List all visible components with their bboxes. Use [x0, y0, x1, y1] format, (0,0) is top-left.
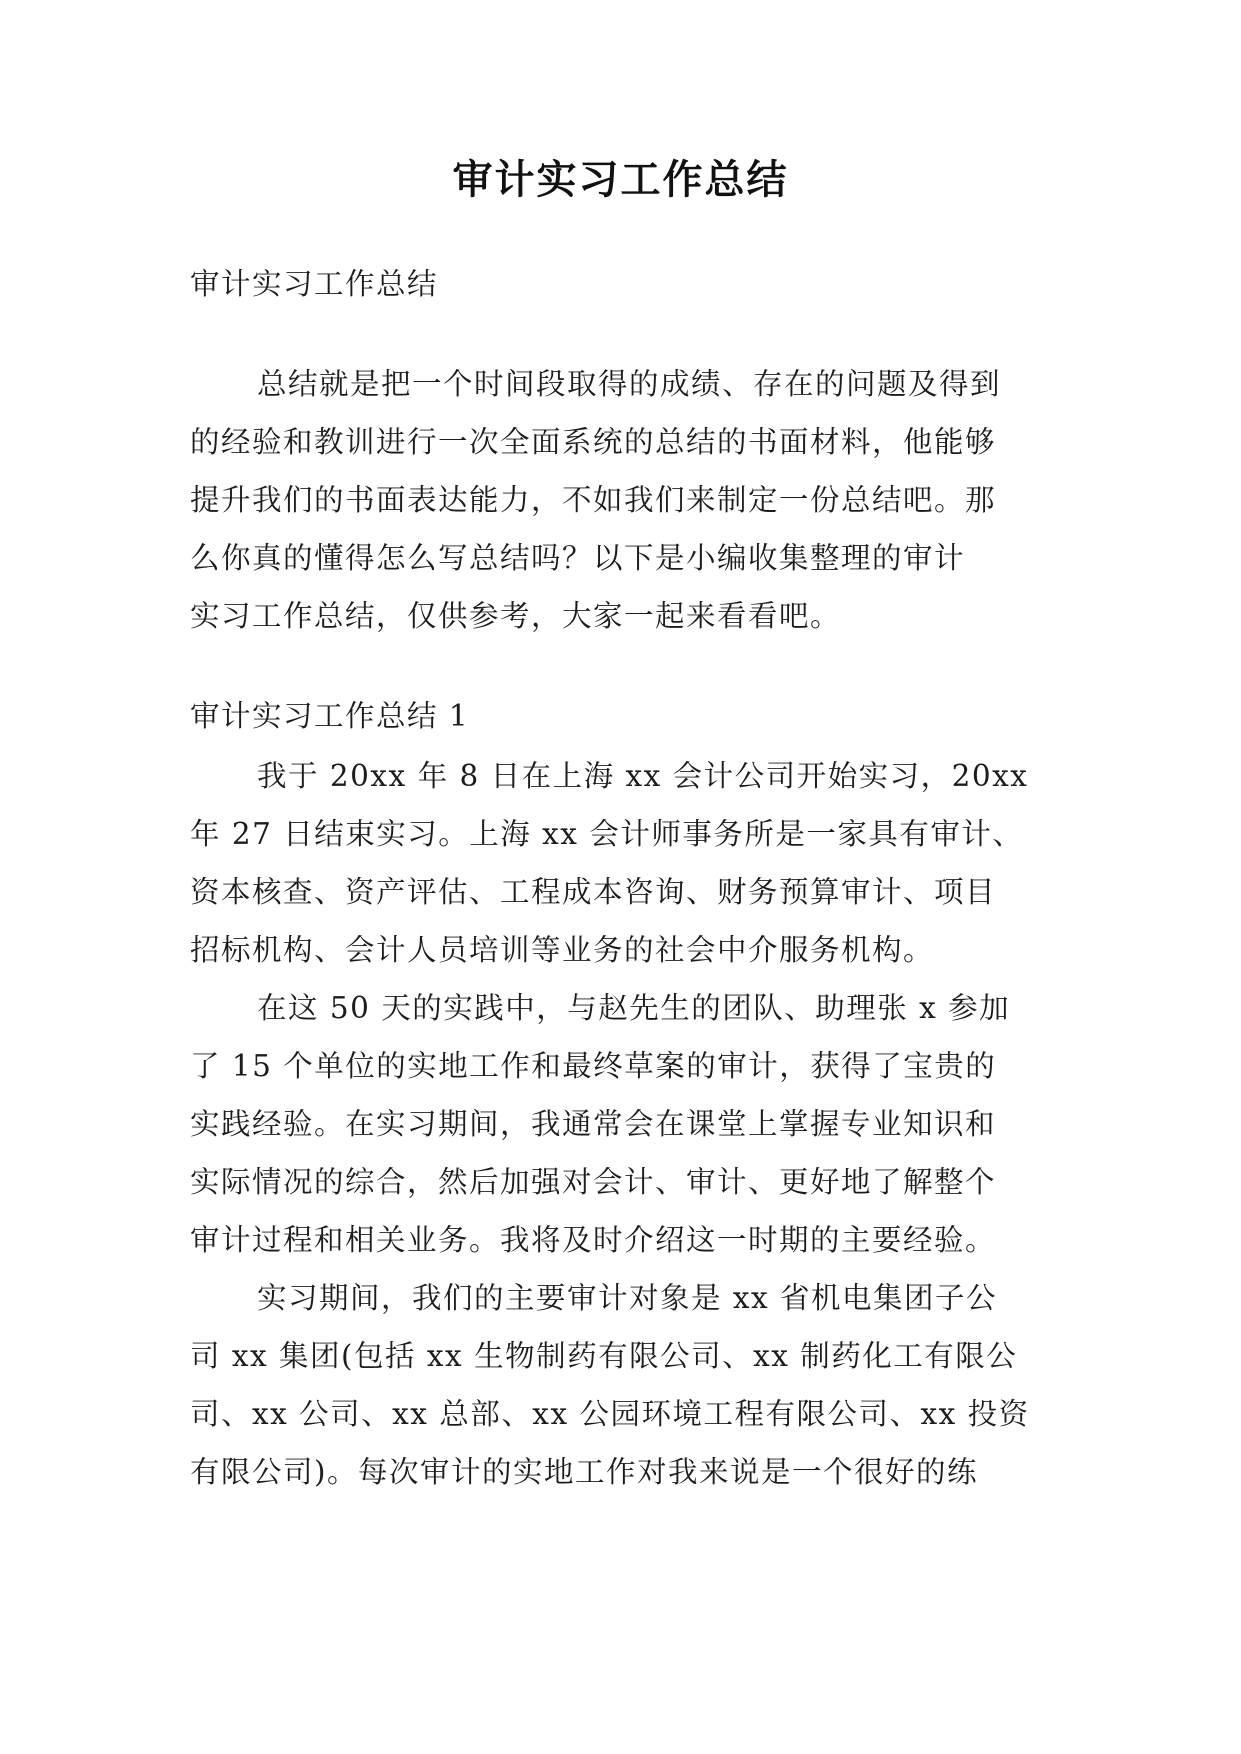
paragraph-line: 实践经验。在实习期间，我通常会在课堂上掌握专业知识和: [190, 1107, 997, 1141]
paragraph-line: 了 15 个单位的实地工作和最终草案的审计，获得了宝贵的: [190, 1049, 997, 1083]
paragraph-line: 招标机构、会计人员培训等业务的社会中介服务机构。: [190, 933, 935, 967]
intro-line: 实习工作总结，仅供参考，大家一起来看看吧。: [190, 599, 842, 633]
paragraph-line: 有限公司)。每次审计的实地工作对我来说是一个很好的练: [190, 1455, 979, 1489]
intro-line: 总结就是把一个时间段取得的成绩、存在的问题及得到: [257, 367, 1002, 401]
paragraph-line: 资本核查、资产评估、工程成本咨询、财务预算审计、项目: [190, 875, 997, 909]
paragraph-line: 司、xx 公司、xx 总部、xx 公园环境工程有限公司、xx 投资: [190, 1397, 1030, 1431]
intro-line: 么你真的懂得怎么写总结吗？以下是小编收集整理的审计: [190, 541, 966, 575]
document-title: 审计实习工作总结: [452, 156, 789, 203]
section-heading: 审计实习工作总结 1: [190, 699, 470, 733]
paragraph-line: 实习期间，我们的主要审计对象是 xx 省机电集团子公: [257, 1281, 998, 1315]
paragraph-line: 年 27 日结束实习。上海 xx 会计师事务所是一家具有审计、: [190, 817, 1024, 851]
paragraph-line: 我于 20xx 年 8 日在上海 xx 会计公司开始实习，20xx: [257, 759, 1029, 793]
paragraph-line: 审计过程和相关业务。我将及时介绍这一时期的主要经验。: [190, 1223, 997, 1257]
document-subtitle: 审计实习工作总结: [190, 267, 439, 301]
intro-line: 的经验和教训进行一次全面系统的总结的书面材料，他能够: [190, 425, 997, 459]
paragraph-line: 司 xx 集团(包括 xx 生物制药有限公司、xx 制药化工有限公: [190, 1339, 1018, 1373]
paragraph-line: 实际情况的综合，然后加强对会计、审计、更好地了解整个: [190, 1165, 997, 1199]
paragraph-line: 在这 50 天的实践中，与赵先生的团队、助理张 x 参加: [257, 991, 1011, 1025]
intro-line: 提升我们的书面表达能力，不如我们来制定一份总结吧。那: [190, 483, 997, 517]
